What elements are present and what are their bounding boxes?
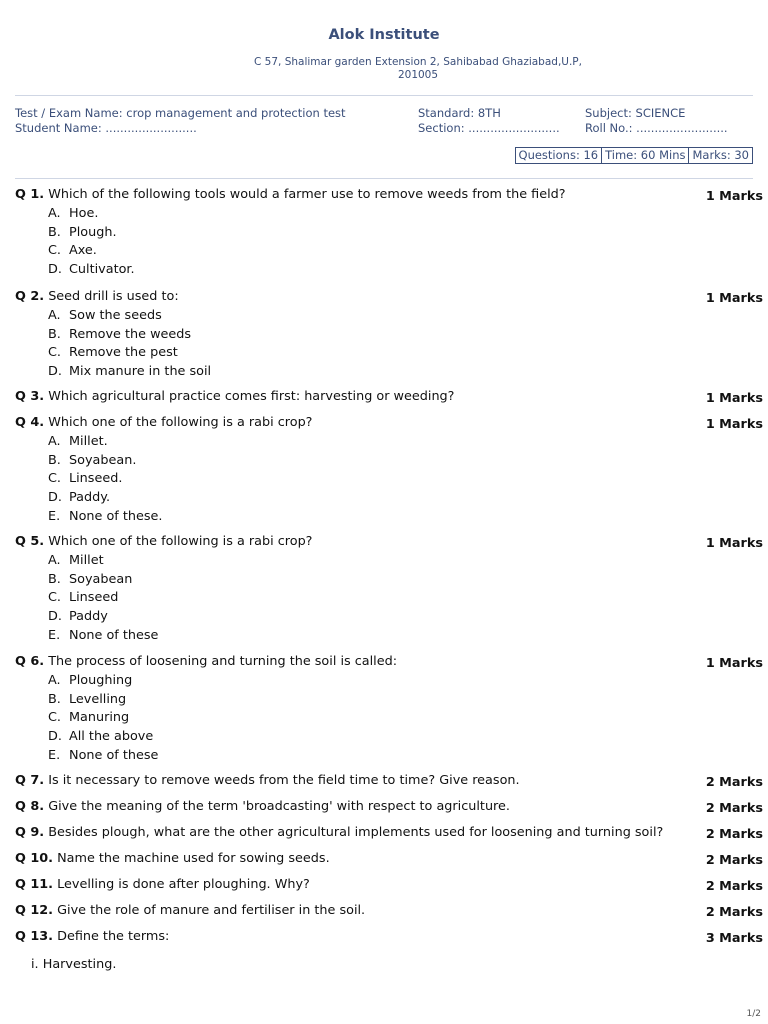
- option-item: [48, 205, 763, 224]
- question-header: [15, 903, 763, 921]
- question-marks: 2 Marks: [705, 905, 763, 920]
- question-marks: 1 Marks: [705, 417, 763, 432]
- options-list: [48, 205, 763, 280]
- question-line: [15, 903, 365, 921]
- option-item: [48, 452, 763, 471]
- question-header: [15, 929, 763, 947]
- standard: Standard: 8TH: [418, 106, 501, 120]
- option-text: Sow the seeds: [69, 308, 162, 323]
- question-number: Q 13.: [15, 929, 54, 944]
- question-header: [15, 389, 763, 407]
- question-line: [15, 289, 179, 307]
- question-marks: 1 Marks: [705, 189, 763, 204]
- option-item: [48, 344, 763, 363]
- option-text: Plough.: [69, 224, 117, 240]
- option-item: [48, 672, 763, 691]
- question-number: Q 7.: [15, 773, 45, 788]
- question-text: Seed drill is used to:: [48, 289, 179, 304]
- option-text: Soyabean: [69, 571, 133, 587]
- subject: Subject: SCIENCE: [585, 106, 686, 120]
- option-text: Remove the weeds: [69, 326, 192, 342]
- page-number: 1/2: [746, 1009, 761, 1019]
- option-item: [48, 508, 763, 527]
- question-text: Which agricultural practice comes first: harvesting or weeding?: [48, 389, 455, 404]
- option-text: None of these.: [69, 508, 163, 524]
- question: [15, 825, 763, 843]
- question-number: Q 1.: [15, 187, 45, 202]
- question: [15, 654, 763, 766]
- question-text: Which one of the following is a rabi crop?: [48, 415, 313, 430]
- question-number: Q 12.: [15, 903, 54, 918]
- question: [15, 289, 763, 382]
- option-text: Millet.: [69, 434, 108, 449]
- question: [15, 799, 763, 817]
- option-item: [48, 470, 763, 489]
- option-letter: A.: [48, 206, 61, 221]
- option-letter: D.: [48, 262, 62, 278]
- question-number: Q 10.: [15, 851, 54, 866]
- option-item: [48, 224, 763, 243]
- option-item: [48, 261, 763, 280]
- question-text: Define the terms:: [57, 929, 170, 944]
- option-letter: B.: [48, 326, 61, 342]
- option-text: Paddy: [69, 609, 108, 625]
- question-number: Q 6.: [15, 654, 45, 669]
- question-marks: 1 Marks: [705, 291, 763, 306]
- institute-name: Alok Institute: [328, 27, 440, 43]
- option-letter: C.: [48, 471, 62, 487]
- question-header: [15, 799, 763, 817]
- question-line: [15, 825, 663, 843]
- option-letter: B.: [48, 691, 61, 707]
- option-text: None of these: [69, 747, 159, 763]
- question-text: Give the meaning of the term 'broadcasting' with respect to agriculture.: [48, 799, 510, 814]
- option-letter: C.: [48, 590, 62, 606]
- question: [15, 534, 763, 646]
- subpart-item: i. Harvesting.: [31, 957, 117, 972]
- questions-count: Questions: 16: [515, 147, 603, 164]
- option-text: Axe.: [69, 243, 97, 259]
- question-text: Name the machine used for sowing seeds.: [57, 851, 330, 866]
- question-marks: 2 Marks: [705, 853, 763, 868]
- question: [15, 877, 763, 895]
- option-text: Paddy.: [69, 490, 111, 506]
- option-text: None of these: [69, 627, 159, 643]
- option-letter: A.: [48, 434, 61, 449]
- question-text: Besides plough, what are the other agricultural implements used for loosening and turning soil?: [48, 825, 664, 840]
- question-text: Levelling is done after ploughing. Why?: [57, 877, 310, 892]
- option-letter: D.: [48, 609, 62, 625]
- question-number: Q 8.: [15, 799, 45, 814]
- option-letter: B.: [48, 571, 61, 587]
- question-header: [15, 289, 763, 307]
- section: Section: .........................: [418, 121, 560, 135]
- option-text: Mix manure in the soil: [69, 364, 212, 380]
- option-letter: A.: [48, 308, 61, 323]
- option-letter: A.: [48, 553, 61, 568]
- options-list: [48, 433, 763, 527]
- question-marks: 2 Marks: [705, 801, 763, 816]
- question-header: [15, 534, 763, 552]
- header-divider: [15, 95, 753, 96]
- student-name: Student Name: .........................: [15, 121, 197, 135]
- institute-address: C 57, Shalimar garden Extension 2, Sahibabad Ghaziabad,U.P, 201005: [254, 56, 582, 81]
- option-text: All the above: [69, 729, 154, 745]
- question-marks: 2 Marks: [705, 827, 763, 842]
- option-text: Remove the pest: [69, 345, 178, 361]
- question-line: [15, 389, 454, 407]
- question-header: [15, 654, 763, 672]
- option-letter: D.: [48, 490, 62, 506]
- question-header: [15, 187, 763, 205]
- question-line: [15, 929, 169, 947]
- question-line: [15, 415, 312, 433]
- question-header: [15, 415, 763, 433]
- question-number: Q 9.: [15, 825, 45, 840]
- question-number: Q 3.: [15, 389, 45, 404]
- question-marks: 2 Marks: [705, 775, 763, 790]
- option-text: Hoe.: [69, 206, 99, 221]
- option-letter: B.: [48, 452, 61, 468]
- option-item: [48, 326, 763, 345]
- question-number: Q 5.: [15, 534, 45, 549]
- question: [15, 851, 763, 869]
- question: [15, 773, 763, 791]
- option-item: [48, 709, 763, 728]
- question-text: Is it necessary to remove weeds from the field time to time? Give reason.: [48, 773, 520, 788]
- option-text: Millet: [69, 553, 104, 568]
- question-header: [15, 773, 763, 791]
- option-text: Levelling: [69, 691, 127, 707]
- question-number: Q 2.: [15, 289, 45, 304]
- option-item: [48, 691, 763, 710]
- option-item: [48, 307, 763, 326]
- total-marks: Marks: 30: [688, 147, 753, 164]
- question: [15, 929, 763, 947]
- options-list: [48, 672, 763, 766]
- question-marks: 2 Marks: [705, 879, 763, 894]
- option-text: Soyabean.: [69, 452, 137, 468]
- options-list: [48, 307, 763, 382]
- question-line: [15, 654, 397, 672]
- option-item: [48, 489, 763, 508]
- option-letter: C.: [48, 243, 62, 259]
- option-item: [48, 571, 763, 590]
- option-letter: E.: [48, 627, 61, 643]
- option-letter: A.: [48, 673, 61, 688]
- question-line: [15, 534, 312, 552]
- question: [15, 415, 763, 527]
- question-number: Q 11.: [15, 877, 54, 892]
- option-letter: E.: [48, 508, 61, 524]
- question: [15, 389, 763, 407]
- option-text: Linseed: [69, 590, 119, 606]
- question-marks: 1 Marks: [705, 656, 763, 671]
- question-line: [15, 187, 566, 205]
- option-text: Cultivator.: [69, 262, 135, 278]
- question-marks: 3 Marks: [705, 931, 763, 946]
- question-marks: 1 Marks: [705, 391, 763, 406]
- option-letter: C.: [48, 345, 62, 361]
- option-text: Ploughing: [69, 673, 133, 688]
- question-text: Give the role of manure and fertiliser in the soil.: [57, 903, 366, 918]
- question-text: Which of the following tools would a farmer use to remove weeds from the field?: [48, 187, 566, 202]
- exam-name: Test / Exam Name: crop management and protection test: [15, 106, 346, 120]
- question-header: [15, 877, 763, 895]
- question: [15, 187, 763, 280]
- question-header: [15, 851, 763, 869]
- question: [15, 903, 763, 921]
- question-line: [15, 773, 520, 791]
- option-item: [48, 433, 763, 452]
- options-list: [48, 552, 763, 646]
- question-line: [15, 851, 330, 869]
- question-text: Which one of the following is a rabi crop?: [48, 534, 313, 549]
- question-marks: 1 Marks: [705, 536, 763, 551]
- option-text: Manuring: [69, 710, 130, 726]
- option-letter: E.: [48, 747, 61, 763]
- option-item: [48, 728, 763, 747]
- option-item: [48, 552, 763, 571]
- info-divider: [15, 178, 753, 179]
- option-item: [48, 589, 763, 608]
- question-number: Q 4.: [15, 415, 45, 430]
- option-letter: D.: [48, 364, 62, 380]
- option-letter: C.: [48, 710, 62, 726]
- question-line: [15, 799, 510, 817]
- question-line: [15, 877, 310, 895]
- option-letter: B.: [48, 224, 61, 240]
- exam-summary: [516, 147, 753, 164]
- option-item: [48, 363, 763, 382]
- time-limit: Time: 60 Mins: [601, 147, 689, 164]
- option-item: [48, 627, 763, 646]
- option-item: [48, 747, 763, 766]
- question-header: [15, 825, 763, 843]
- option-item: [48, 608, 763, 627]
- option-item: [48, 242, 763, 261]
- roll-no: Roll No.: .........................: [585, 121, 728, 135]
- question-text: The process of loosening and turning the soil is called:: [48, 654, 398, 669]
- option-letter: D.: [48, 729, 62, 745]
- option-text: Linseed.: [69, 471, 123, 487]
